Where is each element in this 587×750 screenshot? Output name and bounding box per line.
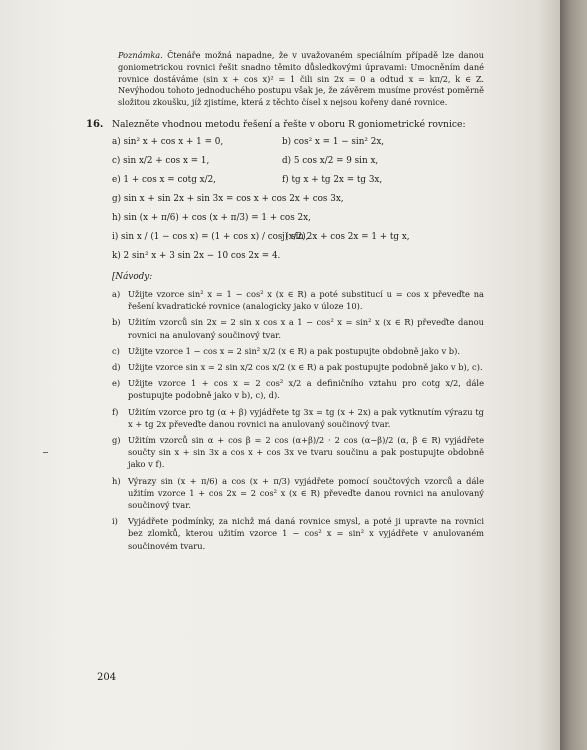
equation-list xyxy=(112,135,484,264)
hint-letter: e) xyxy=(112,378,121,389)
hint-letter: g) xyxy=(112,435,121,446)
problem-number: 16. xyxy=(86,118,104,130)
problem-text: Nalezněte vhodnou metodu řešení a řešte v oboru R goniometrické rovnice: xyxy=(112,118,466,130)
hint-letter: d) xyxy=(112,362,121,372)
hint-letter: i) xyxy=(112,516,118,527)
equation-h: h) sin (x + π/6) + cos (x + π/3) = 1 + cos 2x, xyxy=(112,212,311,223)
equation-c: c) sin x/2 + cos x = 1, xyxy=(112,155,210,166)
equation-j: j) sin 2x + cos 2x = 1 + tg x, xyxy=(282,231,410,242)
equation-i: i) sin x / (1 − cos x) = (1 + cos x) / cos (x/2), xyxy=(112,231,309,242)
hint-h xyxy=(112,475,484,512)
hint-d xyxy=(112,361,484,373)
hint-text: Užijte vzorce 1 + cos x = 2 cos² x/2 a definičního vztahu pro cotg x/2, dále postupujte podobně jako v b), c), d). xyxy=(128,378,484,401)
hint-text: Užitím vzorců sin α + cos β = 2 cos (α+β)/2 · 2 cos (α−β)/2 (α, β ∈ R) vyjádřete součty sin x + sin 3x a cos x + cos 3x ve tvaru součinu a pak postupujte obdobně jako v f). xyxy=(128,435,484,470)
hint-text: Užijte vzorce sin x = 2 sin x/2 cos x/2 (x ∈ R) a pak postupujte podobně jako v b), c). xyxy=(128,362,483,372)
hint-letter: c) xyxy=(112,345,120,356)
equation-d: d) 5 cos x/2 = 9 sin x, xyxy=(282,155,379,166)
hint-f xyxy=(112,406,484,430)
hint-c xyxy=(112,345,484,357)
equation-e: e) 1 + cos x = cotg x/2, xyxy=(112,174,216,185)
margin-mark xyxy=(43,452,48,453)
hints-heading: [Návody: xyxy=(112,271,153,282)
hint-e xyxy=(112,377,484,401)
equation-b: b) cos² x = 1 − sin² 2x, xyxy=(282,136,385,147)
note-label: Poznámka. xyxy=(118,50,163,60)
problem-heading xyxy=(86,118,484,131)
hint-text: Vyjádřete podmínky, za nichž má daná rovnice smysl, a poté ji upravte na rovnici bez zlomků, kterou užitím vzorce 1 − cos² x = sin² x vyjádřete v anulovaném součinovém tvaru. xyxy=(128,516,484,551)
hint-g xyxy=(112,434,484,471)
page-content xyxy=(86,50,484,556)
hint-text: Užijte vzorce sin² x = 1 − cos² x (x ∈ R) a poté substitucí u = cos x převeďte na řešení kvadratické rovnice (analogicky jako v úloze 10). xyxy=(128,288,484,312)
equation-g: g) sin x + sin 2x + sin 3x = cos x + cos 2x + cos 3x, xyxy=(112,193,344,204)
hint-letter: a) xyxy=(112,288,121,299)
equation-a: a) sin² x + cos x + 1 = 0, xyxy=(112,136,224,147)
hint-a xyxy=(112,288,484,312)
hint-text: Výrazy sin (x + π/6) a cos (x + π/3) vyjádřete pomocí součtových vzorců a dále užitím vzorce 1 + cos 2x = 2 cos² x (x ∈ R) převeďte danou rovnici na anulovaný součinový tvar. xyxy=(128,475,484,511)
page-edge-shadow xyxy=(560,0,587,750)
hint-letter: f) xyxy=(112,406,119,417)
hint-text: Užitím vzorců sin 2x = 2 sin x cos x a 1 − cos² x = sin² x (x ∈ R) převeďte danou rovnici na anulovaný součinový tvar. xyxy=(128,317,484,340)
hint-text: Užijte vzorce 1 − cos x = 2 sin² x/2 (x ∈ R) a pak postupujte obdobně jako v b). xyxy=(128,345,460,356)
page-number: 204 xyxy=(97,672,117,683)
hint-b xyxy=(112,316,484,340)
hint-text: Užitím vzorce pro tg (α + β) vyjádřete tg 3x = tg (x + 2x) a pak vytknutím výrazu tg x + tg 2x převeďte danou rovnici na anulovaný součinový tvar. xyxy=(128,406,484,429)
note-paragraph xyxy=(118,50,484,109)
hint-letter: b) xyxy=(112,317,121,328)
note-text: Čtenáře možná napadne, že v uvažovaném speciálním případě lze danou goniometrickou rovnici řešit snadno těmito důsledkovými úpravami: Umocněním dané rovnice dostáváme (sin x + cos x)² = 1 čili sin 2x = 0 a odtud x = kπ/2, k ∈ Z. Nevýhodou tohoto jednoduchého postupu však je, že závěrem musíme provést poměrně složitou zkoušku, jíž zjistíme, která z těchto čísel x nejsou kořeny dané rovnice. xyxy=(118,50,484,108)
hint-letter: h) xyxy=(112,475,121,486)
hint-i xyxy=(112,515,484,552)
equation-f: f) tg x + tg 2x = tg 3x, xyxy=(282,174,383,185)
hints-list xyxy=(112,288,484,552)
equation-k: k) 2 sin² x + 3 sin 2x − 10 cos 2x = 4. xyxy=(112,250,281,261)
